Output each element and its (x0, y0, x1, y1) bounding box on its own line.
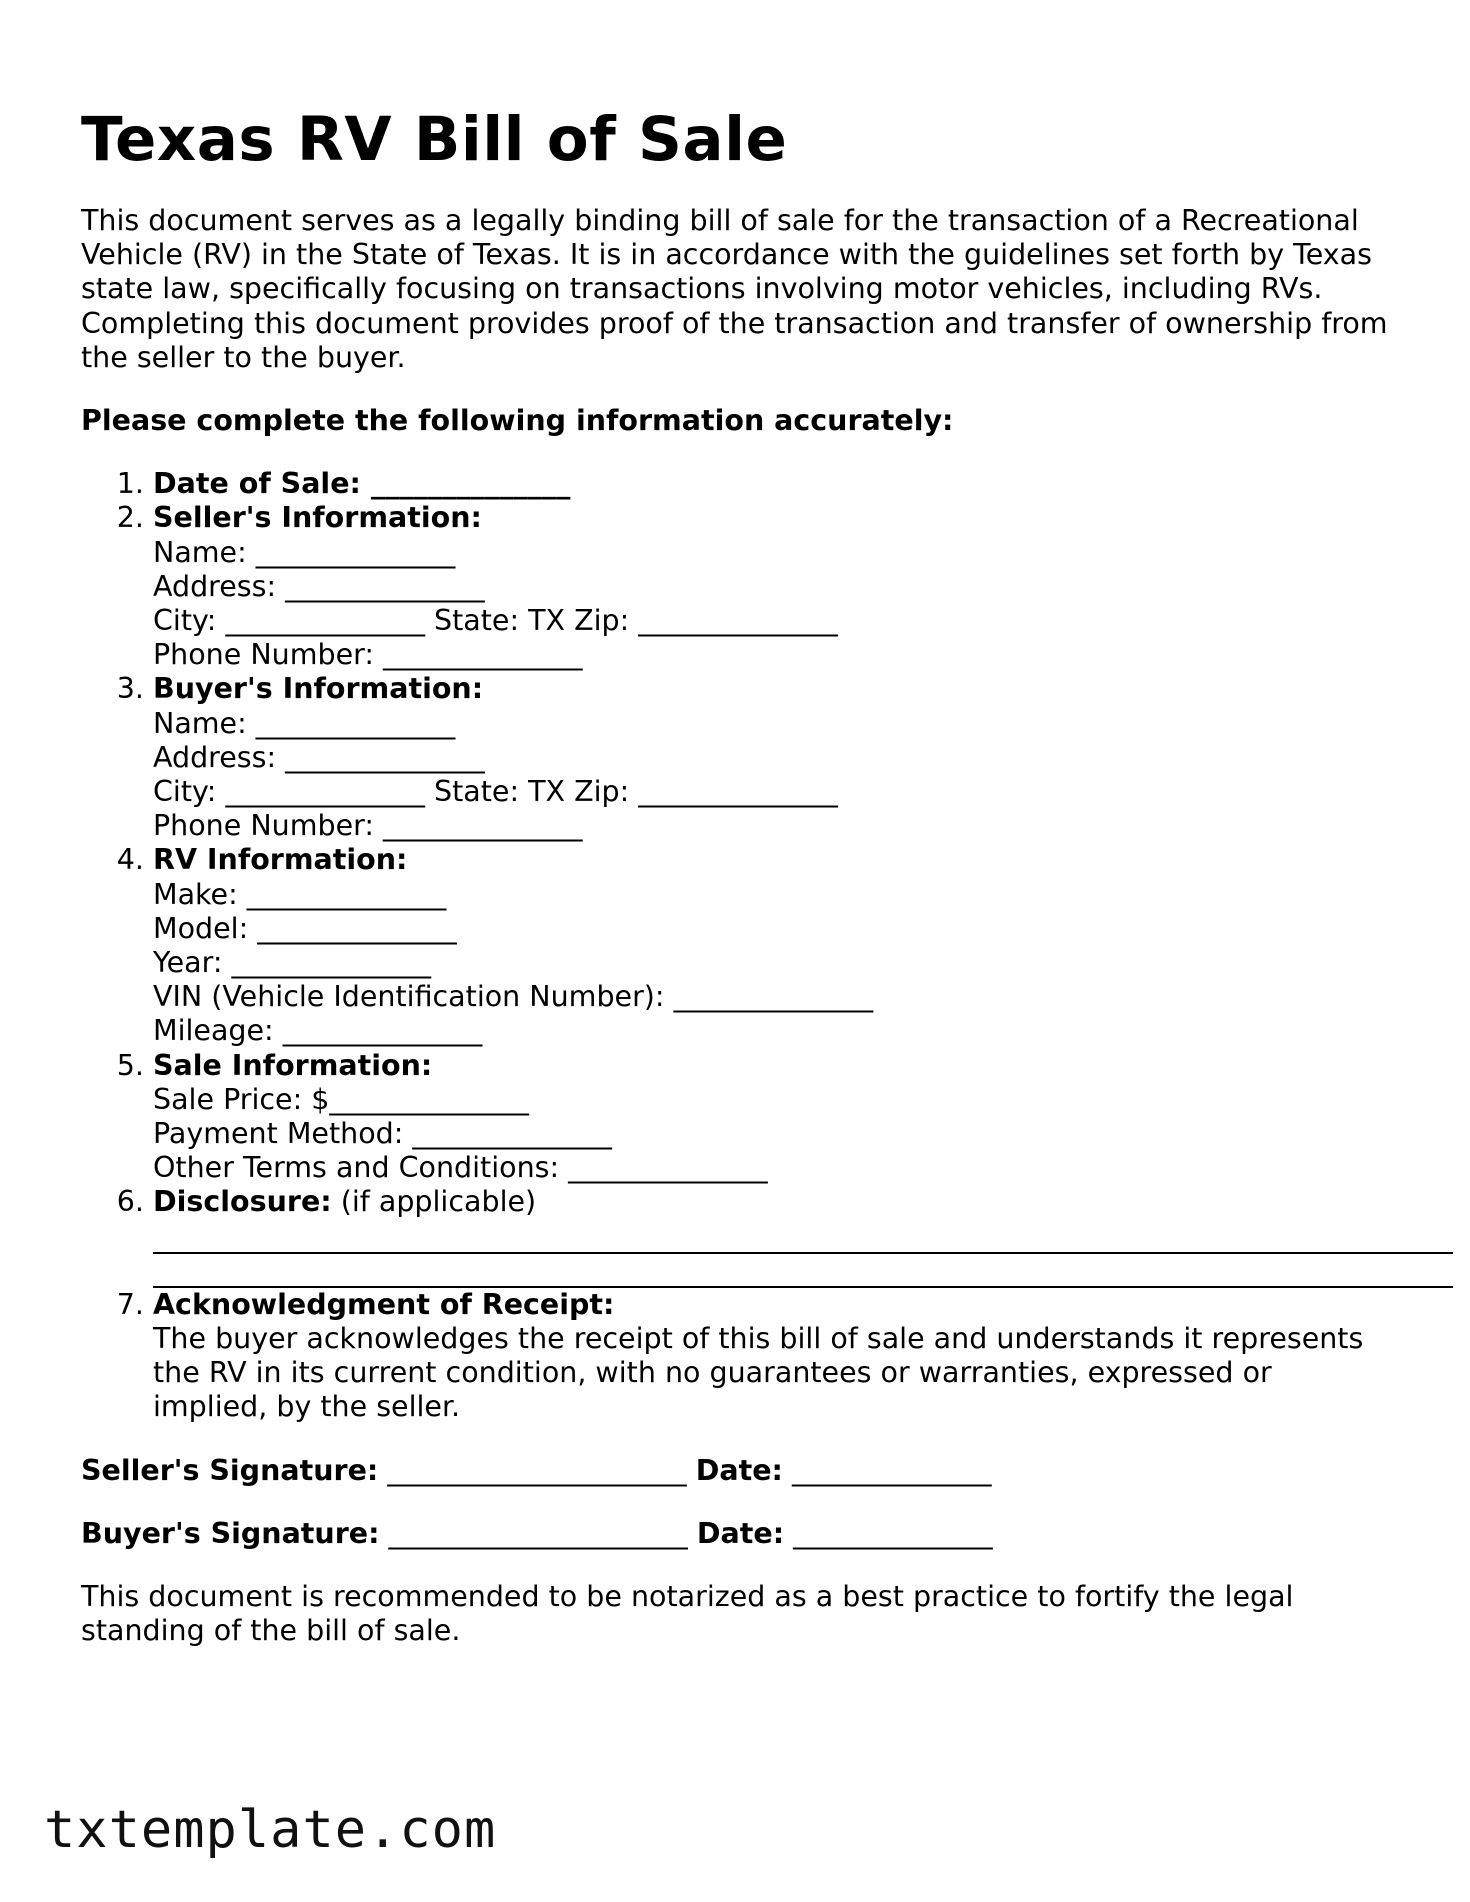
buyer-address-field[interactable]: Address: ______________ (153, 740, 485, 774)
sale-information-label: 5. Sale Information: (153, 1048, 433, 1082)
instruction-text: Please complete the following information accurately: (81, 404, 954, 438)
notarization-note: This document is recommended to be notarized as a best practice to fortify the legal standing of the bill of sale. (81, 1579, 1294, 1648)
rv-model-field[interactable]: Model: ______________ (153, 911, 457, 945)
seller-date-label: Date: (695, 1453, 783, 1487)
buyer-signature-label: Buyer's Signature: (81, 1516, 380, 1550)
intro-paragraph: This document serves as a legally binding bill of sale for the transaction of a Recreational Vehicle (RV) in the State of Texas. It is in accordance with the guidelines set forth by Texas state law, specifically focusing on transactions involving motor vehicles, including RVs. Completing this document provides proof of the transaction and transfer of ownership from the seller to the buyer. (81, 204, 1388, 374)
item-disclosure (153, 1185, 1391, 1287)
buyer-name-field[interactable]: Name: ______________ (153, 706, 456, 740)
rv-vin-field[interactable]: VIN (Vehicle Identification Number): ______________ (153, 980, 874, 1014)
date-of-sale-field[interactable]: ______________ (360, 467, 571, 501)
rv-year-field[interactable]: Year: ______________ (153, 946, 432, 980)
document-title: Texas RV Bill of Sale (81, 104, 788, 175)
seller-signature-row (81, 1454, 1391, 1488)
rv-information-label: 4. RV Information: (153, 843, 408, 877)
watermark-text: txtemplate.com (44, 1800, 497, 1860)
seller-signature-field[interactable]: _____________________ (378, 1453, 696, 1487)
item-buyer-information (153, 672, 1391, 843)
disclosure-note: (if applicable) (331, 1185, 537, 1219)
seller-signature-label: Seller's Signature: (81, 1453, 379, 1487)
form-items-list (81, 467, 1391, 1424)
item-seller-information (153, 501, 1391, 672)
item-acknowledgment (153, 1288, 1391, 1425)
buyer-information-label: 3. Buyer's Information: (153, 672, 484, 706)
sale-price-field[interactable]: Sale Price: $______________ (153, 1082, 529, 1116)
seller-city-state-zip-field[interactable]: City: ______________ State: TX Zip: ______________ (153, 604, 838, 638)
other-terms-field[interactable]: Other Terms and Conditions: ______________ (153, 1151, 768, 1185)
buyer-date-label: Date: (696, 1516, 785, 1550)
buyer-city-state-zip-field[interactable]: City: ______________ State: TX Zip: ______________ (153, 775, 838, 809)
seller-address-field[interactable]: Address: ______________ (153, 569, 485, 603)
seller-date-field[interactable]: ______________ (782, 1453, 992, 1487)
disclosure-line-2[interactable] (153, 1254, 1453, 1288)
acknowledgment-label: 7. Acknowledgment of Receipt: (153, 1287, 615, 1321)
document-page (81, 98, 1391, 1648)
disclosure-line-1[interactable] (153, 1220, 1453, 1254)
seller-name-field[interactable]: Name: ______________ (153, 535, 456, 569)
buyer-date-field[interactable]: ______________ (784, 1516, 993, 1550)
seller-information-label: 2. Seller's Information: (153, 501, 482, 535)
payment-method-field[interactable]: Payment Method: ______________ (153, 1117, 612, 1151)
disclosure-label: Disclosure: (153, 1185, 332, 1219)
buyer-signature-row (81, 1517, 1391, 1551)
buyer-phone-field[interactable]: Phone Number: ______________ (153, 809, 583, 843)
item-sale-information (153, 1049, 1391, 1186)
buyer-signature-field[interactable]: _____________________ (379, 1516, 697, 1550)
rv-make-field[interactable]: Make: ______________ (153, 877, 447, 911)
item-date-of-sale (153, 467, 1391, 501)
seller-phone-field[interactable]: Phone Number: ______________ (153, 638, 583, 672)
rv-mileage-field[interactable]: Mileage: ______________ (153, 1014, 483, 1048)
item-rv-information (153, 843, 1391, 1048)
acknowledgment-text: The buyer acknowledges the receipt of this bill of sale and understands it represents the RV in its current condition, with no guarantees or warranties, expressed or implied, by the seller. (153, 1321, 1364, 1424)
date-of-sale-label: Date of Sale: (153, 467, 361, 501)
